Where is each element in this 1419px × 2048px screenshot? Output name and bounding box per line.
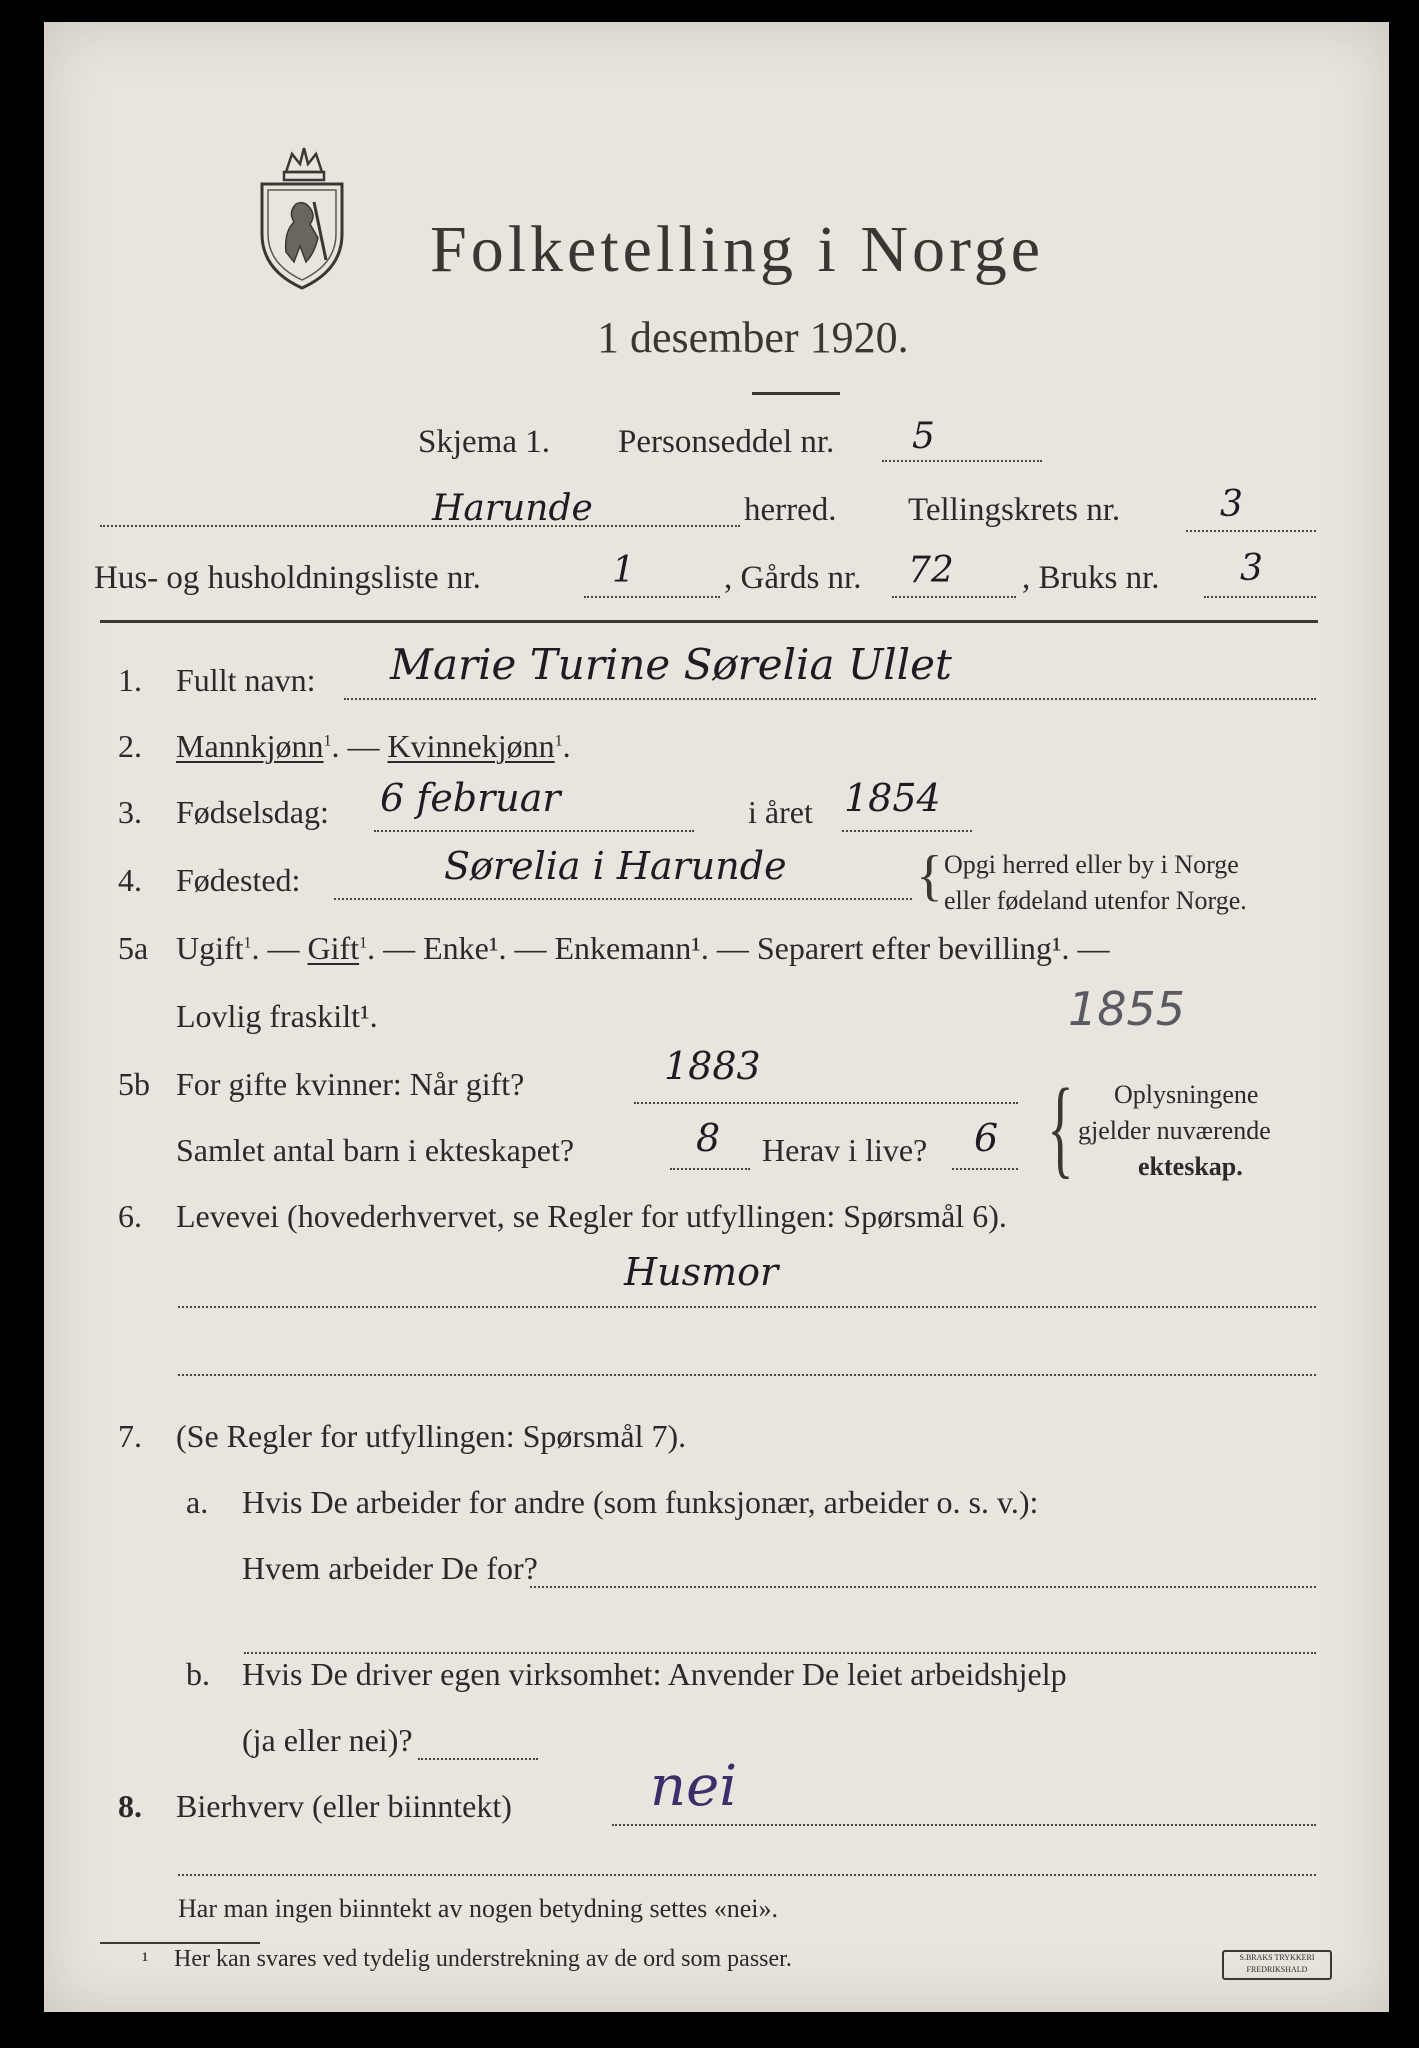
q2-number: 2. xyxy=(118,728,142,764)
q6-label: Levevei (hovederhvervet, se Regler for utfyllingen: Spørsmål 6). xyxy=(176,1198,1007,1234)
q5b-alive-line xyxy=(952,1168,1018,1170)
q4-note-line2: eller fødeland utenfor Norge. xyxy=(944,886,1247,915)
q5a-number: 5a xyxy=(118,930,149,966)
q5a-line1: Ugift$^1$. — Gift$^1$. — Enke¹. — Enkemann¹. — Separert efter bevilling¹. — xyxy=(176,930,1110,966)
q7a-line2: Hvem arbeider De for? xyxy=(242,1550,538,1586)
q5b-married-line xyxy=(634,1102,1018,1104)
q5b-note-line1: Oplysningene xyxy=(1114,1080,1259,1109)
q1-number: 1. xyxy=(118,662,142,698)
husliste-label: Hus- og husholdningsliste nr. xyxy=(94,560,481,596)
q4-label: Fødested: xyxy=(176,862,301,898)
q2-separator: . — xyxy=(331,728,380,764)
q5b-note-brace: { xyxy=(1047,1066,1074,1188)
husliste-line xyxy=(584,596,720,598)
personseddel-line xyxy=(882,460,1042,462)
q6-occupation-value[interactable]: Husmor xyxy=(624,1250,779,1294)
q5a-gift-option[interactable]: Gift xyxy=(307,930,360,966)
q7b-line2: (ja eller nei)? xyxy=(242,1722,413,1758)
herred-line xyxy=(100,525,740,527)
q5a-rest: . — Enke¹. — Enkemann¹. — Separert efter bevilling¹. — xyxy=(367,930,1110,966)
bruks-line xyxy=(1204,596,1316,598)
herred-label: herred. xyxy=(744,492,837,528)
q6-number: 6. xyxy=(118,1198,142,1234)
q2-end: . xyxy=(562,728,571,764)
q7-label: (Se Regler for utfyllingen: Spørsmål 7). xyxy=(176,1418,687,1454)
q7a-letter: a. xyxy=(186,1484,209,1520)
q5b-children-label: Samlet antal barn i ekteskapet? xyxy=(176,1132,575,1168)
tellingskrets-label: Tellingskrets nr. xyxy=(908,492,1121,528)
q8-label: Bierhverv (eller biinntekt) xyxy=(176,1788,512,1824)
q1-full-name-value[interactable]: Marie Turine Sørelia Ullet xyxy=(390,640,952,689)
q5b-married-value[interactable]: 1883 xyxy=(664,1044,761,1088)
bruks-label: , Bruks nr. xyxy=(1022,560,1160,596)
bruks-value[interactable]: 3 xyxy=(1240,548,1263,589)
q1-label: Fullt navn: xyxy=(176,662,316,698)
q7a-answer-line1[interactable] xyxy=(530,1586,1316,1588)
q5a-line2: Lovlig fraskilt¹. xyxy=(176,998,378,1034)
q5b-children-value[interactable]: 8 xyxy=(696,1116,721,1160)
q4-number: 4. xyxy=(118,862,142,898)
gards-value[interactable]: 72 xyxy=(908,550,954,591)
q7a-line1: Hvis De arbeider for andre (som funksjonær, arbeider o. s. v.): xyxy=(242,1484,1039,1520)
gards-line xyxy=(892,596,1016,598)
q8-side-income-value[interactable]: nei xyxy=(650,1754,738,1819)
q3-label: Fødselsdag: xyxy=(176,794,329,830)
q8-line xyxy=(612,1824,1316,1826)
gards-label: , Gårds nr. xyxy=(724,560,862,596)
q4-birthplace-value[interactable]: Sørelia i Harunde xyxy=(444,844,787,888)
q4-note-line1: Opgi herred eller by i Norge xyxy=(944,850,1239,879)
coat-of-arms-icon xyxy=(256,142,348,297)
q6-line1 xyxy=(178,1306,1316,1308)
personseddel-value[interactable]: 5 xyxy=(912,416,935,457)
header-divider xyxy=(100,620,1318,623)
footnote-mark: ¹ xyxy=(142,1948,149,1972)
title-divider xyxy=(752,392,840,395)
personseddel-label: Personseddel nr. xyxy=(618,424,835,460)
tellingskrets-value[interactable]: 3 xyxy=(1220,484,1243,525)
q5a-pencil-year: 1855 xyxy=(1068,982,1186,1036)
q5b-label: For gifte kvinner: Når gift? xyxy=(176,1066,525,1102)
q5a-ugift-option[interactable]: Ugift xyxy=(176,930,244,966)
q5b-note-line2: gjelder nuværende xyxy=(1078,1116,1271,1145)
q3-number: 3. xyxy=(118,794,142,830)
census-form-sheet xyxy=(44,22,1389,2012)
q5b-note-line3: ekteskap. xyxy=(1138,1152,1243,1181)
q7b-line1: Hvis De driver egen virksomhet: Anvender De leiet arbeidshjelp xyxy=(242,1656,1067,1692)
q6-line2 xyxy=(178,1374,1316,1376)
q3-year-value[interactable]: 1854 xyxy=(844,776,941,820)
q8-line2 xyxy=(178,1874,1316,1876)
q5b-alive-value[interactable]: 6 xyxy=(974,1116,999,1160)
q8-number: 8. xyxy=(118,1788,142,1824)
printer-stamp: S.BRAKS TRYKKERI FREDRIKSHALD xyxy=(1222,1950,1332,1980)
q3-year-line xyxy=(842,830,972,832)
footnote-text: Her kan svares ved tydelig understrekning av de ord som passer. xyxy=(174,1946,792,1972)
q2-male-option[interactable]: Mannkjønn xyxy=(176,728,324,764)
q7-number: 7. xyxy=(118,1418,142,1454)
q7b-letter: b. xyxy=(186,1656,210,1692)
q5b-number: 5b xyxy=(118,1066,150,1102)
q7b-answer-line[interactable] xyxy=(418,1758,538,1760)
footnote-divider xyxy=(100,1942,260,1944)
tellingskrets-line xyxy=(1186,530,1316,532)
husliste-value[interactable]: 1 xyxy=(612,550,635,591)
q3-line xyxy=(374,830,694,832)
q7a-answer-line2[interactable] xyxy=(244,1652,1316,1654)
q1-line xyxy=(344,698,1316,700)
q2-female-option[interactable]: Kvinnekjønn xyxy=(387,728,555,764)
census-date: 1 desember 1920. xyxy=(597,313,909,362)
schema-label: Skjema 1. xyxy=(418,424,550,460)
page-title: Folketelling i Norge xyxy=(430,213,1045,286)
herred-value[interactable]: Harunde xyxy=(432,488,593,529)
q4-line xyxy=(334,898,912,900)
footer-note: Har man ingen biinntekt av nogen betydning settes «nei». xyxy=(178,1894,779,1923)
q5b-children-line xyxy=(670,1168,750,1170)
q3-birthday-value[interactable]: 6 februar xyxy=(380,776,561,820)
q3-year-label: i året xyxy=(748,794,813,830)
q4-note-brace: { xyxy=(916,845,943,907)
q5b-alive-label: Herav i live? xyxy=(762,1132,928,1168)
q2-sex: Mannkjønn$^1$. — Kvinnekjønn$^1$. xyxy=(176,728,571,764)
